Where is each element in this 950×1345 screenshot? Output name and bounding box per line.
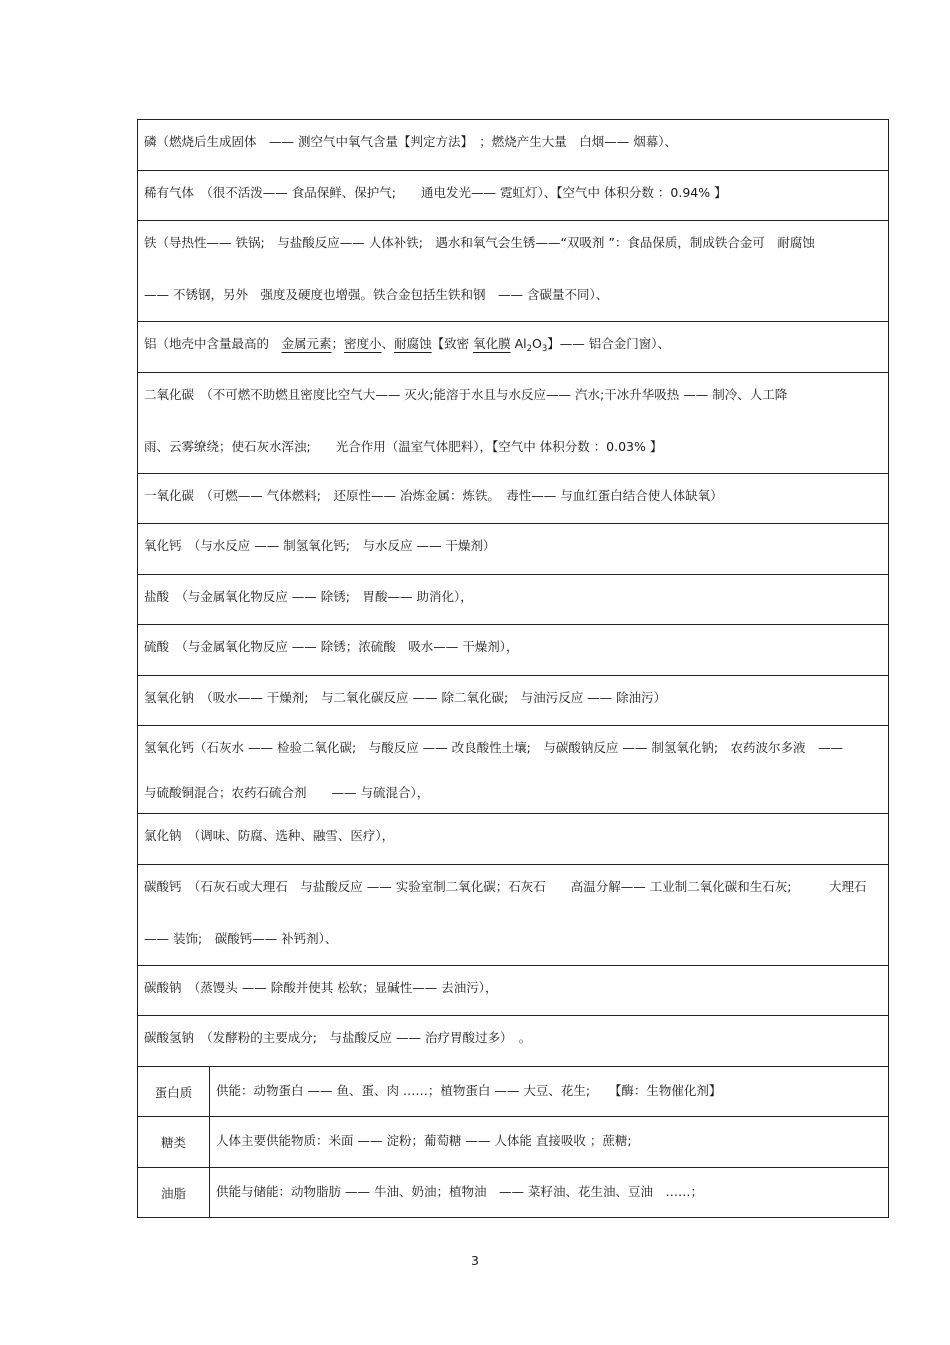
- row-label: 糖类: [138, 1117, 210, 1167]
- row-text-line2: 雨、云雾缭绕；使石灰水浑浊; 光合作用（温室气体肥料），【空气中 体积分数 ：0.03% 】: [144, 438, 663, 454]
- row-aluminum: [138, 322, 888, 373]
- row-text-line1: 氢氧化钙（石灰水 —— 检验二氧化碳; 与酸反应 —— 改良酸性土壤; 与碳酸钠反应 —— 制氢氧化钠; 农药波尔多液 ——: [144, 740, 844, 755]
- row-text: 稀有气体 （很不活泼—— 食品保鲜、保护气; 通电发光—— 霓虹灯）、【空气中 体积分数 ：0.94% 】: [144, 184, 727, 200]
- row-sodium-chloride: [138, 814, 888, 865]
- row-carbon-dioxide: [138, 373, 888, 474]
- row-text: 供能与储能：动物脂肪 —— 牛油、奶油；植物油 —— 菜籽油、花生油、豆油 ……；: [216, 1183, 703, 1199]
- row-text: 盐酸 （与金属氧化物反应 —— 除锈; 胃酸—— 助消化），: [144, 588, 473, 604]
- row-fat: [138, 1168, 888, 1219]
- row-text: 氯化钠 （调味、防腐、选种、融雪、医疗），: [144, 828, 395, 843]
- row-content: [210, 1117, 888, 1167]
- row-sulfuric-acid: [138, 625, 888, 676]
- row-text: 碳酸钠 （蒸馒头 —— 除酸并使其 松软；显碱性—— 去油污），: [144, 979, 498, 995]
- row-calcium-carbonate: [138, 865, 888, 966]
- page-number: 3: [471, 1253, 479, 1268]
- row-carbon-monoxide: [138, 474, 888, 525]
- row-calcium-oxide: [138, 524, 888, 575]
- row-text: 碳酸氢钠 （发酵粉的主要成分; 与盐酸反应 —— 治疗胃酸过多） 。: [144, 1030, 532, 1045]
- row-text: 磷（燃烧后生成固体 —— 测空气中氧气含量【判定方法】 ；燃烧产生大量 白烟—— 烟幕）、: [144, 134, 677, 149]
- row-text: 氢氧化钠 （吸水—— 干燥剂; 与二氧化碳反应 —— 除二氧化碳; 与油污反应 —— 除油污）: [144, 689, 667, 705]
- row-noble-gas: [138, 171, 888, 222]
- row-text: 一氧化碳 （可燃—— 气体燃料; 还原性—— 冶炼金属：炼铁。 毒性—— 与血红蛋白结合使人体缺氧）: [144, 487, 723, 503]
- row-content: [210, 1168, 888, 1218]
- row-calcium-hydroxide: [138, 726, 888, 814]
- row-sodium-hydroxide: [138, 676, 888, 727]
- row-phosphorus: [138, 120, 888, 171]
- row-text-line1: 二氧化碳 （不可燃不助燃且密度比空气大—— 灭火;能溶于水且与水反应—— 汽水;干冰升华吸热 —— 制冷、人工降: [144, 386, 788, 402]
- row-text: 铝（地壳中含量最高的 金属元素；密度小、耐腐蚀【致密 氧化膜 $Al_2O_3$】—— 铝合金门窗）、: [144, 336, 671, 354]
- row-text-line2: 与硫酸铜混合；农药石硫合剂 —— 与硫混合），: [144, 785, 430, 800]
- row-protein: [138, 1067, 888, 1118]
- row-text-line2: —— 不锈钢，另外 强度及硬度也增强。铁合金包括生铁和钢 —— 含碳量不同）、: [144, 287, 609, 302]
- row-sodium-carbonate: [138, 966, 888, 1017]
- row-label: 蛋白质: [138, 1067, 210, 1117]
- row-text: 氧化钙 （与水反应 —— 制氢氧化钙; 与水反应 —— 干燥剂）: [144, 538, 496, 553]
- row-text: 供能：动物蛋白 —— 鱼、蛋、肉 ……；植物蛋白 —— 大豆、花生; 【酶：生物催化剂】: [216, 1082, 722, 1098]
- row-text-line2: —— 装饰; 碳酸钙—— 补钙剂）、: [144, 930, 338, 946]
- row-sodium-bicarbonate: [138, 1016, 888, 1067]
- row-content: [210, 1067, 888, 1117]
- row-hydrochloric-acid: [138, 575, 888, 626]
- row-label: 油脂: [138, 1168, 210, 1218]
- row-iron: [138, 221, 888, 322]
- row-text-line1: 碳酸钙 （石灰石或大理石 与盐酸反应 —— 实验室制二氧化碳；石灰石 高温分解—— 工业制二氧化碳和生石灰; 大理石: [144, 878, 867, 894]
- row-text: 硫酸 （与金属氧化物反应 —— 除锈；浓硫酸 吸水—— 干燥剂），: [144, 639, 519, 654]
- row-text: 人体主要供能物质：米面 —— 淀粉；葡萄糖 —— 人体能 直接吸收 ；蔗糖;: [216, 1133, 632, 1148]
- knowledge-table: [137, 119, 889, 1218]
- row-text-line1: 铁（导热性—— 铁锅; 与盐酸反应—— 人体补铁; 遇水和氧气会生锈——“双吸剂 ”：食品保质，制成铁合金可 耐腐蚀: [144, 235, 815, 250]
- row-sugar: [138, 1117, 888, 1168]
